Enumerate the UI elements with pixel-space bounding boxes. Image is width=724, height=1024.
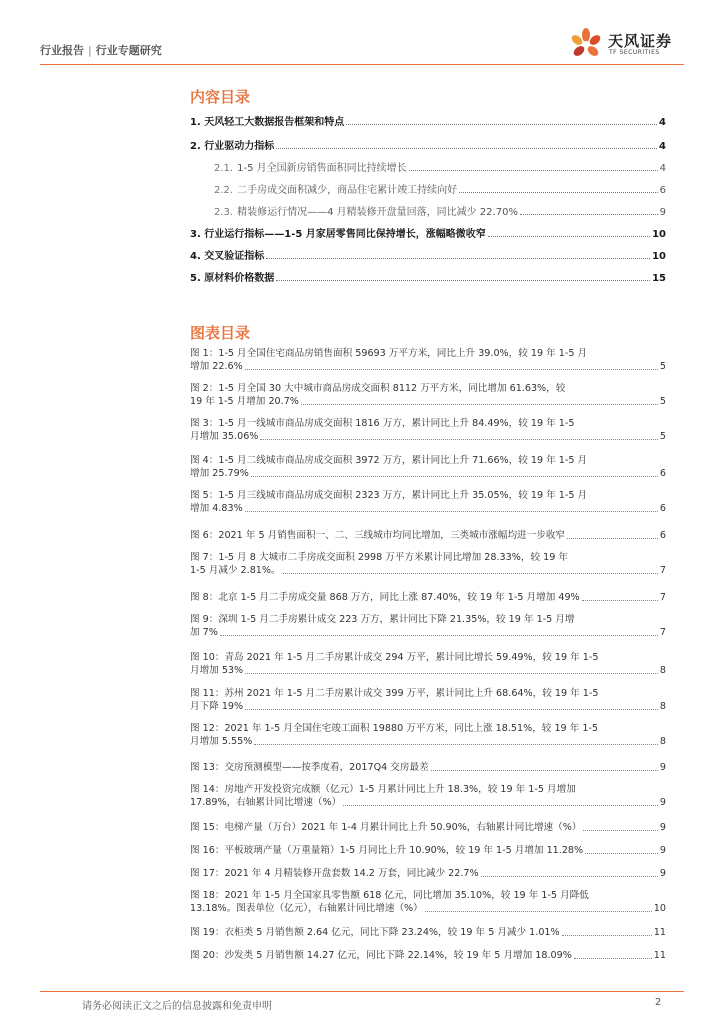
figure-entry-caption-end: 加 7% (190, 627, 218, 638)
figure-entry-page: 8 (659, 701, 666, 712)
figure-entry-caption: 图 20：沙发类 5 月销售额 14.27 亿元，同比下降 22.14%，较 19 年 5 月增加 18.09% (190, 950, 572, 961)
figure-entry[interactable] (190, 417, 666, 443)
figure-entry-page: 9 (659, 868, 666, 879)
figure-entry-caption: 图 18：2021 年 1-5 月全国家具零售额 618 亿元，同比增加 35.10%，较 19 年 1-5 月降低 (190, 890, 589, 901)
leader-dots (562, 935, 652, 936)
toc-subitem-number: 2.2. (214, 185, 234, 196)
leader-dots (585, 853, 658, 854)
leader-dots (251, 476, 658, 477)
toc-subitem[interactable] (214, 200, 666, 218)
leader-dots (574, 958, 652, 959)
figure-entry-caption-end: 增加 4.83% (190, 503, 243, 514)
toc-item-page: 4 (659, 141, 666, 152)
figure-entry[interactable] (190, 454, 666, 480)
page-number: 2 (655, 997, 662, 1008)
figure-entry-caption: 图 14：房地产开发投资完成额（亿元）1-5 月累计同比上升 18.3%，较 19 年 1-5 月增加 (190, 784, 576, 795)
toc-item-page: 4 (659, 117, 666, 128)
figure-entry-page: 8 (659, 736, 666, 747)
figure-entry-page: 5 (659, 361, 666, 372)
figure-entry[interactable] (190, 761, 666, 774)
breadcrumb-item-report: 行业报告 (40, 44, 84, 57)
leader-dots (343, 805, 658, 806)
figure-entry[interactable] (190, 821, 666, 834)
toc-subitem-label: 精装修运行情况——4 月精装修开盘量回落，同比减少 22.70% (237, 207, 518, 218)
leader-dots (245, 511, 658, 512)
toc-item-page: 10 (652, 251, 666, 262)
figure-entry-caption: 图 3：1-5 月一线城市商品房成交面积 1816 万方，累计同比上升 84.49%，较 19 年 1-5 (190, 418, 575, 429)
leader-dots (582, 600, 658, 601)
figure-entry-caption-end: 增加 22.6% (190, 361, 243, 372)
figure-entry[interactable] (190, 529, 666, 542)
breadcrumb-item-topic: 行业专题研究 (95, 44, 162, 57)
figure-entry-caption-end: 月增加 5.55% (190, 736, 253, 747)
toc-item-text: 2. 行业驱动力指标 (190, 141, 275, 152)
figure-entry-caption: 图 2：1-5 月全国 30 大中城市商品房成交面积 8112 万平方米，同比增加 61.63%，较 (190, 383, 566, 394)
figure-entry-caption-end: 19 年 1-5 月增加 20.7% (190, 396, 299, 407)
toc-subitem-number: 2.1. (214, 163, 234, 174)
toc-subitem-text (214, 203, 518, 218)
leader-dots (583, 830, 657, 831)
toc-subitem[interactable] (214, 178, 666, 196)
leader-dots (301, 404, 658, 405)
figure-entry[interactable] (190, 926, 666, 939)
toc-item[interactable] (190, 244, 666, 262)
figure-entry[interactable] (190, 949, 666, 962)
figure-entry-caption: 图 16：平板玻璃产量（万重量箱）1-5 月同比上升 10.90%，较 19 年 1-5 月增加 11.28% (190, 845, 584, 856)
leader-dots (431, 770, 658, 771)
figure-list-title: 图表目录 (190, 324, 251, 342)
logo-name-cn: 天风证券 (608, 32, 673, 50)
figure-entry-page: 8 (659, 665, 666, 676)
flower-logo-icon (568, 26, 604, 62)
figure-entry-caption-end: 17.89%，右轴累计同比增速（%） (190, 797, 342, 808)
figure-entry-caption: 图 5：1-5 月三线城市商品房成交面积 2323 万方，累计同比上升 35.05%，较 19 年 1-5 月 (190, 490, 588, 501)
toc-item[interactable] (190, 222, 666, 240)
toc-subitem-text (214, 181, 457, 196)
leader-dots (409, 170, 658, 171)
toc-subitem[interactable] (214, 156, 666, 174)
figure-entry-page: 9 (659, 822, 666, 833)
figure-entry-caption: 图 13：交房预测模型——按季度看，2017Q4 交房最差 (190, 762, 429, 773)
figure-entry-page: 9 (659, 762, 666, 773)
figure-entry-page: 9 (659, 845, 666, 856)
figure-entry-page: 7 (659, 592, 666, 603)
leader-dots (254, 744, 658, 745)
toc-item-page: 15 (652, 273, 666, 284)
toc-subitem-number: 2.3. (214, 207, 234, 218)
figure-entry-caption: 图 6：2021 年 5 月销售面积一、二、三线城市均同比增加，三类城市涨幅均进一步收窄 (190, 530, 566, 541)
figure-entry-page: 11 (653, 927, 666, 938)
leader-dots (245, 673, 658, 674)
logo-name-en: TF SECURITIES (609, 49, 660, 56)
leader-dots (245, 709, 658, 710)
toc-item-page: 6 (659, 185, 666, 196)
figure-entry-caption: 图 10：青岛 2021 年 1-5 月二手房累计成交 294 万平，累计同比增长 59.49%，较 19 年 1-5 (190, 652, 599, 663)
toc-subitem-label: 1-5 月全国新房销售面积同比持续增长 (237, 163, 407, 174)
toc-item-text: 5. 原材料价格数据 (190, 273, 275, 284)
figure-entry-caption: 图 12：2021 年 1-5 月全国住宅竣工面积 19880 万平方米，同比上涨 18.51%，较 19 年 1-5 (190, 723, 599, 734)
leader-dots (245, 369, 658, 370)
figure-entry[interactable] (190, 551, 666, 577)
leader-dots (459, 192, 658, 193)
figure-entry-page: 7 (659, 627, 666, 638)
toc-item-text: 4. 交叉验证指标 (190, 251, 265, 262)
breadcrumb (40, 42, 162, 58)
toc-item[interactable] (190, 110, 666, 128)
figure-entry-page: 6 (659, 530, 666, 541)
toc-item-page: 10 (652, 229, 666, 240)
figure-entry-caption: 图 1：1-5 月全国住宅商品房销售面积 59693 万平方米，同比上升 39.0%，较 19 年 1-5 月 (190, 348, 588, 359)
figure-entry[interactable] (190, 889, 666, 915)
toc-item-page: 4 (659, 163, 666, 174)
figure-entry[interactable] (190, 651, 666, 677)
footer-divider (40, 991, 684, 992)
figure-entry[interactable] (190, 613, 666, 639)
figure-entry-page: 7 (659, 565, 666, 576)
leader-dots (260, 439, 657, 440)
figure-entry-page: 5 (659, 396, 666, 407)
toc-item-text: 1. 天风轻工大数据报告框架和特点 (190, 117, 345, 128)
figure-entry-caption: 图 4：1-5 月二线城市商品房成交面积 3972 万方，累计同比上升 71.66%，较 19 年 1-5 月 (190, 455, 588, 466)
company-logo (568, 26, 678, 62)
figure-entry-caption-end: 增加 25.79% (190, 468, 249, 479)
figure-entry-page: 6 (659, 503, 666, 514)
figure-entry[interactable] (190, 382, 666, 408)
breadcrumb-separator: | (88, 44, 92, 57)
figure-entry-caption: 图 8：北京 1-5 月二手房成交量 868 万方，同比上涨 87.40%，较 19 年 1-5 月增加 49% (190, 592, 580, 603)
figure-entry-caption: 图 19：衣柜类 5 月销售额 2.64 亿元，同比下降 23.24%，较 19 年 5 月减少 1.01% (190, 927, 560, 938)
figure-entry[interactable] (190, 687, 666, 713)
leader-dots (567, 538, 658, 539)
figure-entry-caption-end: 13.18%。图表单位（亿元），右轴累计同比增速（%） (190, 903, 423, 914)
figure-entry-caption: 图 9：深圳 1-5 月二手房累计成交 223 万方，累计同比下降 21.35%，较 19 年 1-5 月增 (190, 614, 575, 625)
toc-item-text: 3. 行业运行指标——1-5 月家居零售同比保持增长，涨幅略微收窄 (190, 229, 486, 240)
toc-title: 内容目录 (190, 88, 251, 106)
leader-dots (425, 911, 652, 912)
leader-dots (346, 124, 657, 125)
figure-entry[interactable] (190, 591, 666, 604)
figure-entry-caption: 图 7：1-5 月 8 大城市二手房成交面积 2998 万平方米累计同比增加 28.33%，较 19 年 (190, 552, 568, 563)
leader-dots (481, 876, 658, 877)
toc-subitem-text (214, 159, 407, 174)
figure-entry-caption-end: 月下降 19% (190, 701, 244, 712)
leader-dots (266, 258, 650, 259)
figure-entry-caption-end: 1-5 月减少 2.81%。 (190, 565, 281, 576)
toc-item[interactable] (190, 266, 666, 284)
leader-dots (276, 280, 650, 281)
leader-dots (488, 236, 650, 237)
toc-item-page: 9 (659, 207, 666, 218)
figure-entry[interactable] (190, 347, 666, 373)
page-header (0, 0, 724, 66)
figure-entry[interactable] (190, 783, 666, 809)
leader-dots (520, 214, 658, 215)
header-divider (40, 64, 684, 65)
figure-entry[interactable] (190, 844, 666, 857)
figure-entry-page: 6 (659, 468, 666, 479)
toc-item[interactable] (190, 134, 666, 152)
figure-entry-caption: 图 11：苏州 2021 年 1-5 月二手房累计成交 399 万平，累计同比上升 68.64%，较 19 年 1-5 (190, 688, 599, 699)
toc-subitem-label: 二手房成交面积减少，商品住宅累计竣工持续向好 (237, 185, 458, 196)
leader-dots (276, 148, 657, 149)
figure-entry[interactable] (190, 867, 666, 880)
figure-entry-caption: 图 17：2021 年 4 月精装修开盘套数 14.2 万套，同比减少 22.7% (190, 868, 479, 879)
figure-entry-page: 5 (659, 431, 666, 442)
figure-entry-page: 9 (659, 797, 666, 808)
figure-entry[interactable] (190, 722, 666, 748)
figure-entry-caption-end: 月增加 35.06% (190, 431, 259, 442)
leader-dots (220, 635, 658, 636)
figure-entry-page: 10 (653, 903, 666, 914)
figure-entry[interactable] (190, 489, 666, 515)
figure-entry-caption: 图 15：电梯产量（万台）2021 年 1-4 月累计同比上升 50.90%，右轴累计同比增速（%） (190, 822, 582, 833)
figure-entry-page: 11 (653, 950, 666, 961)
leader-dots (283, 573, 658, 574)
figure-entry-caption-end: 月增加 53% (190, 665, 244, 676)
footer-disclaimer: 请务必阅读正文之后的信息披露和免责申明 (82, 1001, 272, 1012)
